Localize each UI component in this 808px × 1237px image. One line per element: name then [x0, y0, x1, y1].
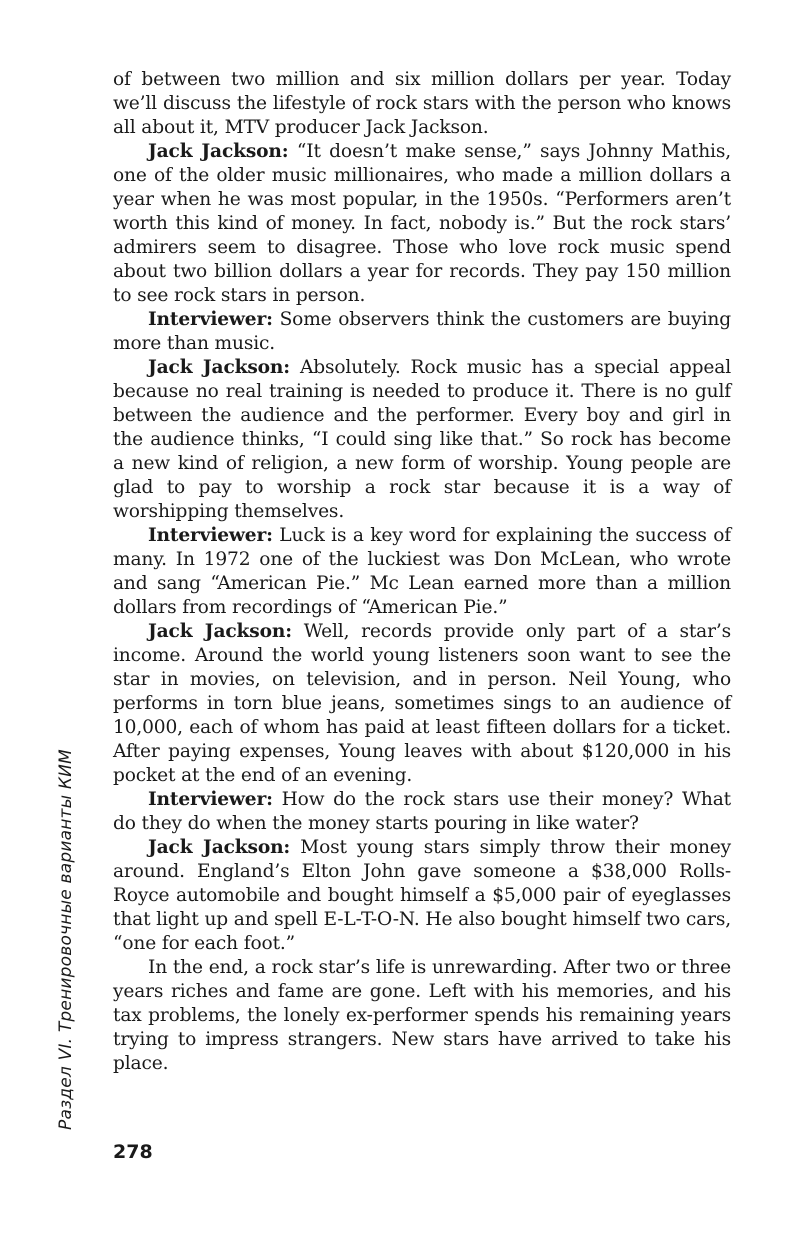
speaker-label: Jack Jackson: [148, 837, 291, 858]
page-number: 278 [113, 1141, 153, 1163]
paragraph-4 [113, 356, 731, 524]
speaker-label: Jack Jackson: [148, 141, 289, 162]
paragraph-2 [113, 140, 731, 308]
paragraph-text: “It doesn’t make sense,” says Johnny Mathis, one of the older music millionaires, who made a million dollars a year when he was most popular, in the 1950s. “Performers aren’t worth this kind of money. In fact, nobody is.” But the rock stars’ admirers seem to disagree. Those who love rock music spend about two billion dollars a year for records. They pay 150 million to see rock stars in person. [113, 141, 731, 306]
paragraph-5 [113, 524, 731, 620]
paragraph-8 [113, 836, 731, 956]
paragraph-text: In the end, a rock star’s life is unrewarding. After two or three years riches and fame are gone. Left with his memories, and his tax problems, the lonely ex-performer spends his remaining years trying to impress strangers. New stars have arrived to take his place. [113, 957, 731, 1074]
paragraph-text: Most young stars simply throw their money around. England’s Elton John gave someone a $38,000 Rolls-Royce automobile and bought himself a $5,000 pair of eyeglasses that light up and spell E-L-T-O-N. He also bought himself two cars, “one for each foot.” [113, 837, 731, 954]
paragraph-6 [113, 620, 731, 788]
page-body-text [113, 68, 731, 1076]
paragraph-text: of between two million and six million dollars per year. Today we’ll discuss the lifestyle of rock stars with the person who knows all about it, MTV producer Jack Jackson. [113, 69, 731, 138]
paragraph-text: Absolutely. Rock music has a special appeal because no real training is needed to produce it. There is no gulf between the audience and the performer. Every boy and girl in the audience thinks, “I could sing like that.” So rock has become a new kind of religion, a new form of worship. Young people are glad to pay to worship a rock star because it is a way of worshipping themselves. [113, 357, 731, 522]
paragraph-1 [113, 68, 731, 140]
paragraph-text: Luck is a key word for explaining the success of many. In 1972 one of the luckiest was Don McLean, who wrote and sang “American Pie.” Mc Lean earned more than a million dollars from recordings of “American Pie.” [113, 525, 731, 618]
paragraph-9 [113, 956, 731, 1076]
speaker-label: Jack Jackson: [148, 621, 292, 642]
paragraph-text: Well, records provide only part of a star’s income. Around the world young listeners soon want to see the star in movies, on television, and in person. Neil Young, who performs in torn blue jeans, sometimes sings to an audience of 10,000, each of whom has paid at least fifteen dollars for a ticket. After paying expenses, Young leaves with about $120,000 in his pocket at the end of an evening. [113, 621, 731, 786]
paragraph-text: How do the rock stars use their money? What do they do when the money starts pouring in like water? [113, 789, 731, 834]
speaker-label: Interviewer: [148, 525, 273, 546]
speaker-label: Jack Jackson: [148, 357, 291, 378]
paragraph-3 [113, 308, 731, 356]
paragraph-text: Some observers think the customers are buying more than music. [113, 309, 732, 354]
section-side-label: Раздел VI. Тренировочные варианты КИМ [56, 749, 76, 1130]
speaker-label: Interviewer: [148, 789, 273, 810]
paragraph-7 [113, 788, 731, 836]
speaker-label: Interviewer: [148, 309, 273, 330]
